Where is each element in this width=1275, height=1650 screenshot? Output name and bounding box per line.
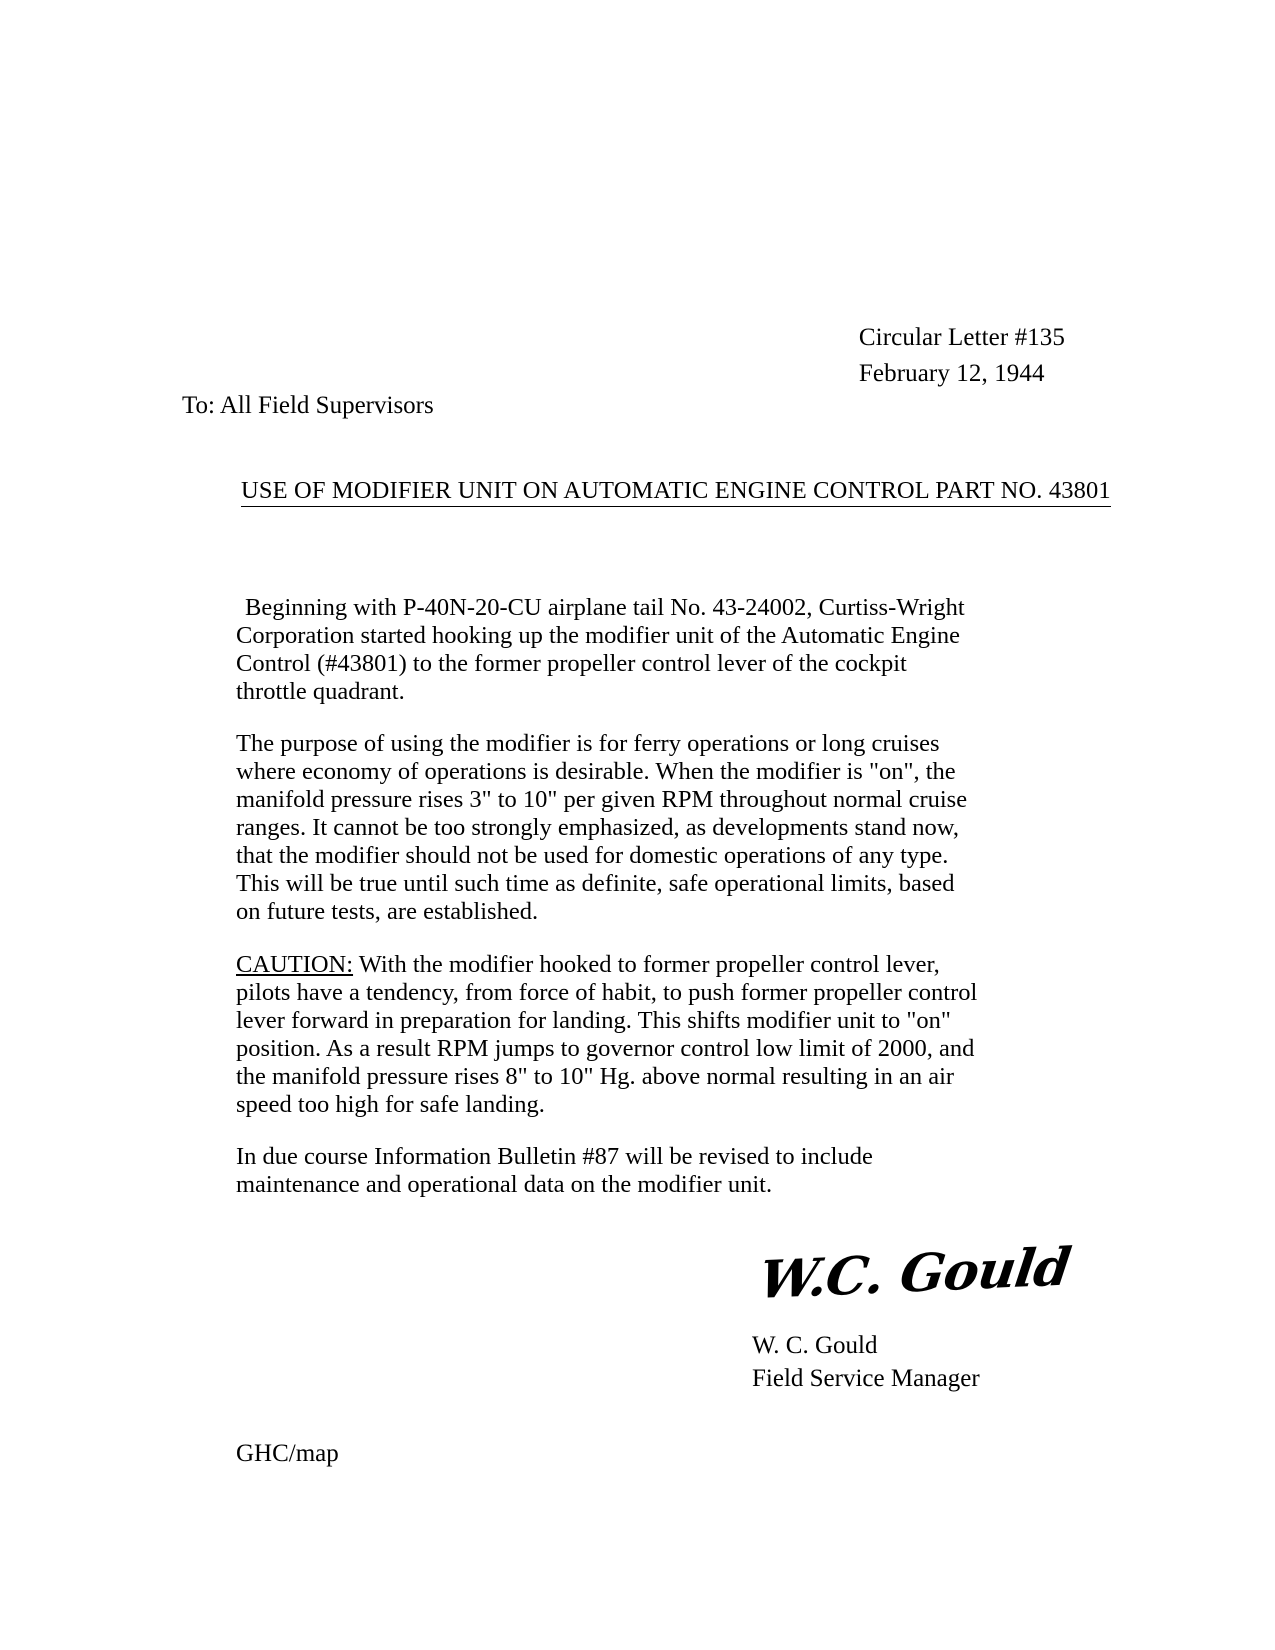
handwritten-signature: W.C. Gould: [755, 1236, 1074, 1311]
signatory-name: W. C. Gould: [752, 1332, 878, 1359]
caution-label: CAUTION:: [236, 950, 354, 978]
body-paragraph-4: In due course Information Bulletin #87 will be revised to include maintenance and operational data on the modifier unit.: [236, 1142, 873, 1198]
typist-reference: GHC/map: [236, 1440, 339, 1467]
signatory-title: Field Service Manager: [752, 1365, 980, 1392]
body-paragraph-1: Beginning with P-40N-20-CU airplane tail No. 43-24002, Curtiss-Wright Corporation started hooking up the modifier unit of the Automatic Engine Control (#43801) to the former propeller control lever of the cockpit throttle quadrant.: [236, 594, 965, 706]
signature-block: [752, 1236, 1074, 1395]
circular-number: Circular Letter #135: [858, 324, 1065, 351]
letter-date: February 12, 1944: [858, 360, 1045, 388]
body-paragraph-3: [236, 951, 978, 1119]
caution-text: With the modifier hooked to former propeller control lever, pilots have a tendency, from force of habit, to push former propeller control lever forward in preparation for landing. This shifts modifier unit to "on" position. As a result RPM jumps to governor control low limit of 2000, and the manifold pressure rises 8" to 10" Hg. above normal resulting in an air speed too high for safe landing.: [236, 950, 978, 1118]
letter-body: [236, 594, 978, 1199]
subject-title: USE OF MODIFIER UNIT ON AUTOMATIC ENGINE CONTROL PART NO. 43801: [241, 477, 1111, 507]
signatory: [752, 1329, 1064, 1395]
addressee-line: To: All Field Supervisors: [182, 392, 434, 419]
letterhead: [859, 320, 1065, 393]
body-paragraph-2: The purpose of using the modifier is for ferry operations or long cruises where economy of operations is desirable. When the modifier is "on", the manifold pressure rises 3" to 10" per given RPM throughout normal cruise ranges. It cannot be too strongly emphasized, as developments stand now, that the modifier should not be used for domestic operations of any type. This will be true until such time as definite, safe operational limits, based on future tests, are established.: [236, 730, 968, 926]
